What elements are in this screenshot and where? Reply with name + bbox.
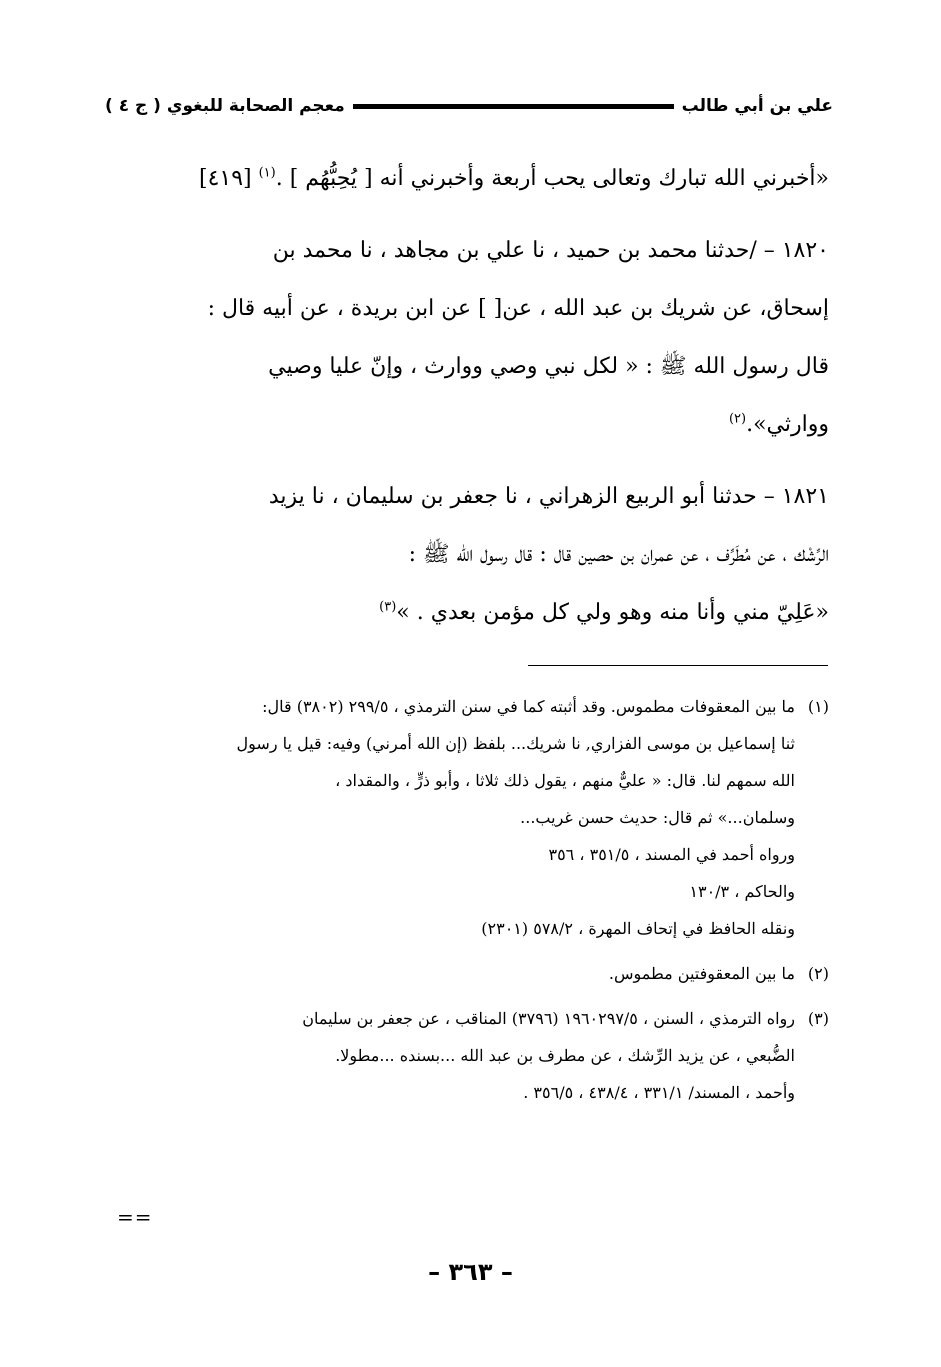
footnotes [110,680,829,1111]
footnote-line: وسلمان...» ثم قال: حديث حسن غريب... [520,808,795,827]
text-line: قال رسول الله ﷺ : « لكل نبي وصي ووارث ، وإنّ عليا وصيي [268,354,829,379]
footnote-1 [110,688,829,947]
footnote-line: وأحمد ، المسند/ ٣٣١/١ ، ٤٣٨/٤ ، ٣٥٦/٥ . [523,1083,795,1102]
running-header [105,90,833,122]
footnote-3 [110,1000,829,1111]
text-line: الرِّشْك ، عن مُطَرِّف ، عن عمران بن حصين قال : قال رسول الله ﷺ : [408,542,829,567]
text-line: ١٨٢٠ – /حدثنا محمد بن حميد ، نا علي بن مجاهد ، نا محمد بن [272,238,829,263]
footnote-line: والحاكم ، ١٣٠/٣ [689,882,795,901]
hadith-1821 [115,468,829,642]
footnote-line: ثنا إسماعيل بن موسى الفزاري, نا شريك... بلفظ (إن الله أمرني) وفيه: قيل يا رسول [236,734,795,753]
footnote-2 [110,955,829,992]
text-line: «أخبرني الله تبارك وتعالى يحب أربعة وأخبرني أنه [ يُحِبُّهُم ] .$^{(١)}$ [٤١٩] [198,165,829,191]
text-line: ١٨٢١ – حدثنا أبو الربيع الزهراني ، نا جعفر بن سليمان ، نا يزيد [268,484,829,509]
footnote-ref: (٣) [379,599,397,615]
footnote-ref: (١) [258,165,276,181]
footnote-line: ونقله الحافظ في إتحاف المهرة ، ٥٧٨/٢ (٢٣٠١) [481,919,795,938]
footnote-number: (٢) [807,964,829,983]
hadith-1820 [115,222,829,454]
footnote-line: رواه الترمذي ، السنن ، ١٩٦٠٢٩٧/٥ (٣٧٩٦) المناقب ، عن جعفر بن سليمان [302,1009,795,1028]
text-line: ووارثي».$^{(٢)}$ [728,411,829,437]
footnote-line: ورواه أحمد في المسند ، ٣٥١/٥ ، ٣٥٦ [548,845,795,864]
main-text [115,150,829,642]
footnote-number: (١) [807,697,829,716]
section-title: علي بن أبي طالب [681,96,833,116]
footnote-ref: (٢) [728,411,747,427]
footnote-line: الله سمهم لنا. قال: « عليٌّ منهم ، يقول ذلك ثلاثا ، وأبو ذرٍّ ، والمقداد ، [335,771,795,790]
footnote-line: الضُّبعي ، عن يزيد الرِّشك ، عن مطرف بن عبد الله ...بسنده ...مطولا. [335,1046,795,1065]
header-rule [353,104,674,109]
footnote-line: ما بين المعقوفات مطموس. وقد أثبته كما في سنن الترمذي ، ٢٩٩/٥ (٣٨٠٢) قال: [262,697,795,716]
text-line: «عَلِيّ مني وأنا منه وهو ولي كل مؤمن بعدي . »$^{(٣)}$ [379,599,829,625]
page-marker: [٤١٩] [198,166,259,191]
page-number: – ٣٦٣ – [428,1258,513,1286]
footnote-line: ما بين المعقوفتين مطموس. [608,964,795,983]
text-line: إسحاق، عن شريك بن عبد الله ، عن[ ] عن ابن بريدة ، عن أبيه قال : [207,296,829,321]
footnote-number: (٣) [807,1009,829,1028]
continuation-mark: == [117,1205,153,1229]
footnote-divider [528,665,828,666]
book-title: معجم الصحابة للبغوي ( ج ٤ ) [105,96,345,116]
